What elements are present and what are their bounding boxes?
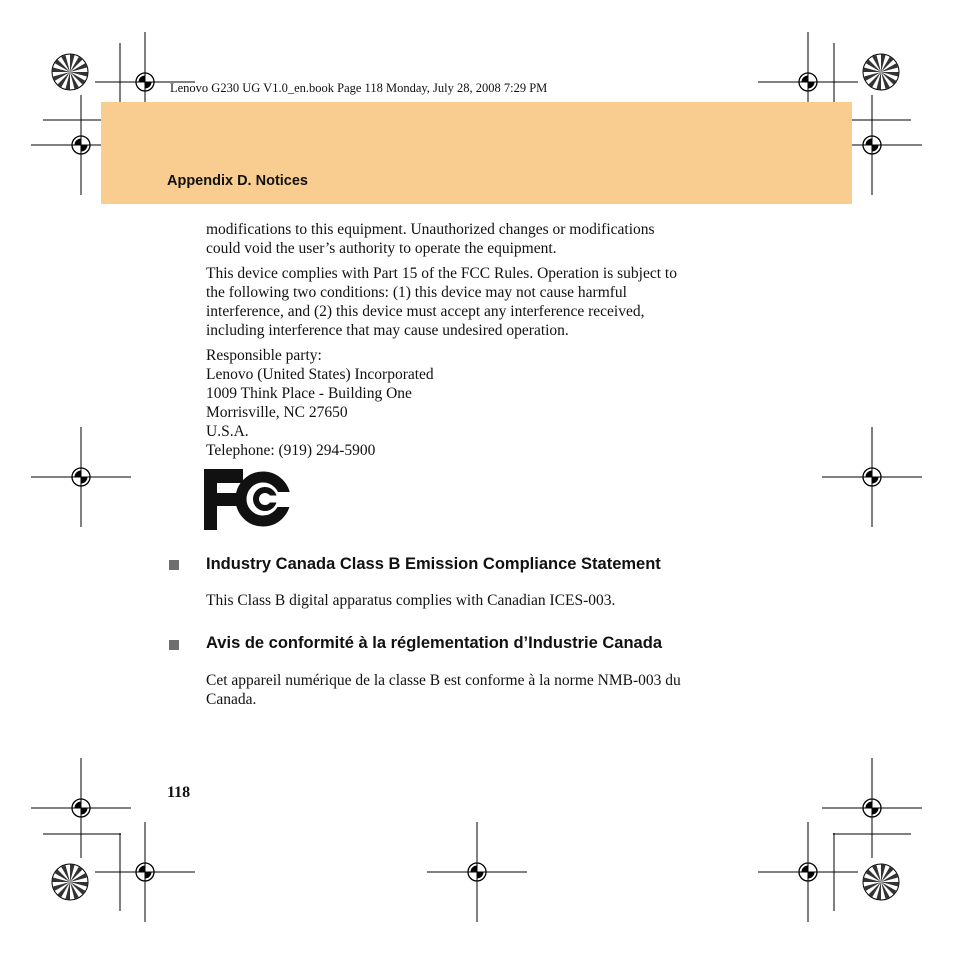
text-line: modifications to this equipment. Unauthorized changes or modifications <box>206 221 655 238</box>
text-line: including interference that may cause undesired operation. <box>206 322 569 339</box>
address-line: 1009 Think Place - Building One <box>206 385 412 402</box>
registration-mark-icon <box>31 758 131 858</box>
address-line: U.S.A. <box>206 423 249 440</box>
text-line: the following two conditions: (1) this device may not cause harmful <box>206 284 627 301</box>
text-line: This Class B digital apparatus complies with Canadian ICES-003. <box>206 592 616 609</box>
address-line: Telephone: (919) 294-5900 <box>206 442 376 459</box>
heading-avis-conformite: Avis de conformité à la réglementation d’Industrie Canada <box>206 634 662 652</box>
registration-mark-icon <box>31 427 131 527</box>
paragraph-industry-canada <box>206 591 766 610</box>
text-line: could void the user’s authority to operate the equipment. <box>206 240 557 257</box>
registration-mark-icon <box>822 427 922 527</box>
starburst-mark-icon <box>52 864 88 900</box>
registration-mark-icon <box>822 758 922 858</box>
registration-mark-icon <box>95 822 195 922</box>
paragraph-modifications <box>206 220 766 258</box>
address-line: Lenovo (United States) Incorporated <box>206 366 434 383</box>
page-header-title: Appendix D. Notices <box>167 173 308 189</box>
registration-mark-icon <box>427 822 527 922</box>
text-line: This device complies with Part 15 of the FCC Rules. Operation is subject to <box>206 265 677 282</box>
paragraph-avis-conformite <box>206 671 766 709</box>
paragraph-fcc-compliance <box>206 264 766 340</box>
section-bullet <box>169 640 179 650</box>
heading-industry-canada: Industry Canada Class B Emission Compliance Statement <box>206 555 661 573</box>
starburst-mark-icon <box>863 864 899 900</box>
text-line: Cet appareil numérique de la classe B est conforme à la norme NMB-003 du <box>206 672 681 689</box>
text-line: Canada. <box>206 691 257 708</box>
fcc-logo-icon <box>203 468 291 531</box>
slug-line: Lenovo G230 UG V1.0_en.book Page 118 Monday, July 28, 2008 7:29 PM <box>170 81 548 95</box>
responsible-party-address <box>206 346 766 460</box>
starburst-mark-icon <box>52 54 88 90</box>
registration-mark-icon <box>758 822 858 922</box>
section-bullet <box>169 560 179 570</box>
page-number: 118 <box>167 784 191 801</box>
address-line: Responsible party: <box>206 347 322 364</box>
starburst-mark-icon <box>863 54 899 90</box>
address-line: Morrisville, NC 27650 <box>206 404 348 421</box>
text-line: interference, and (2) this device must accept any interference received, <box>206 303 645 320</box>
